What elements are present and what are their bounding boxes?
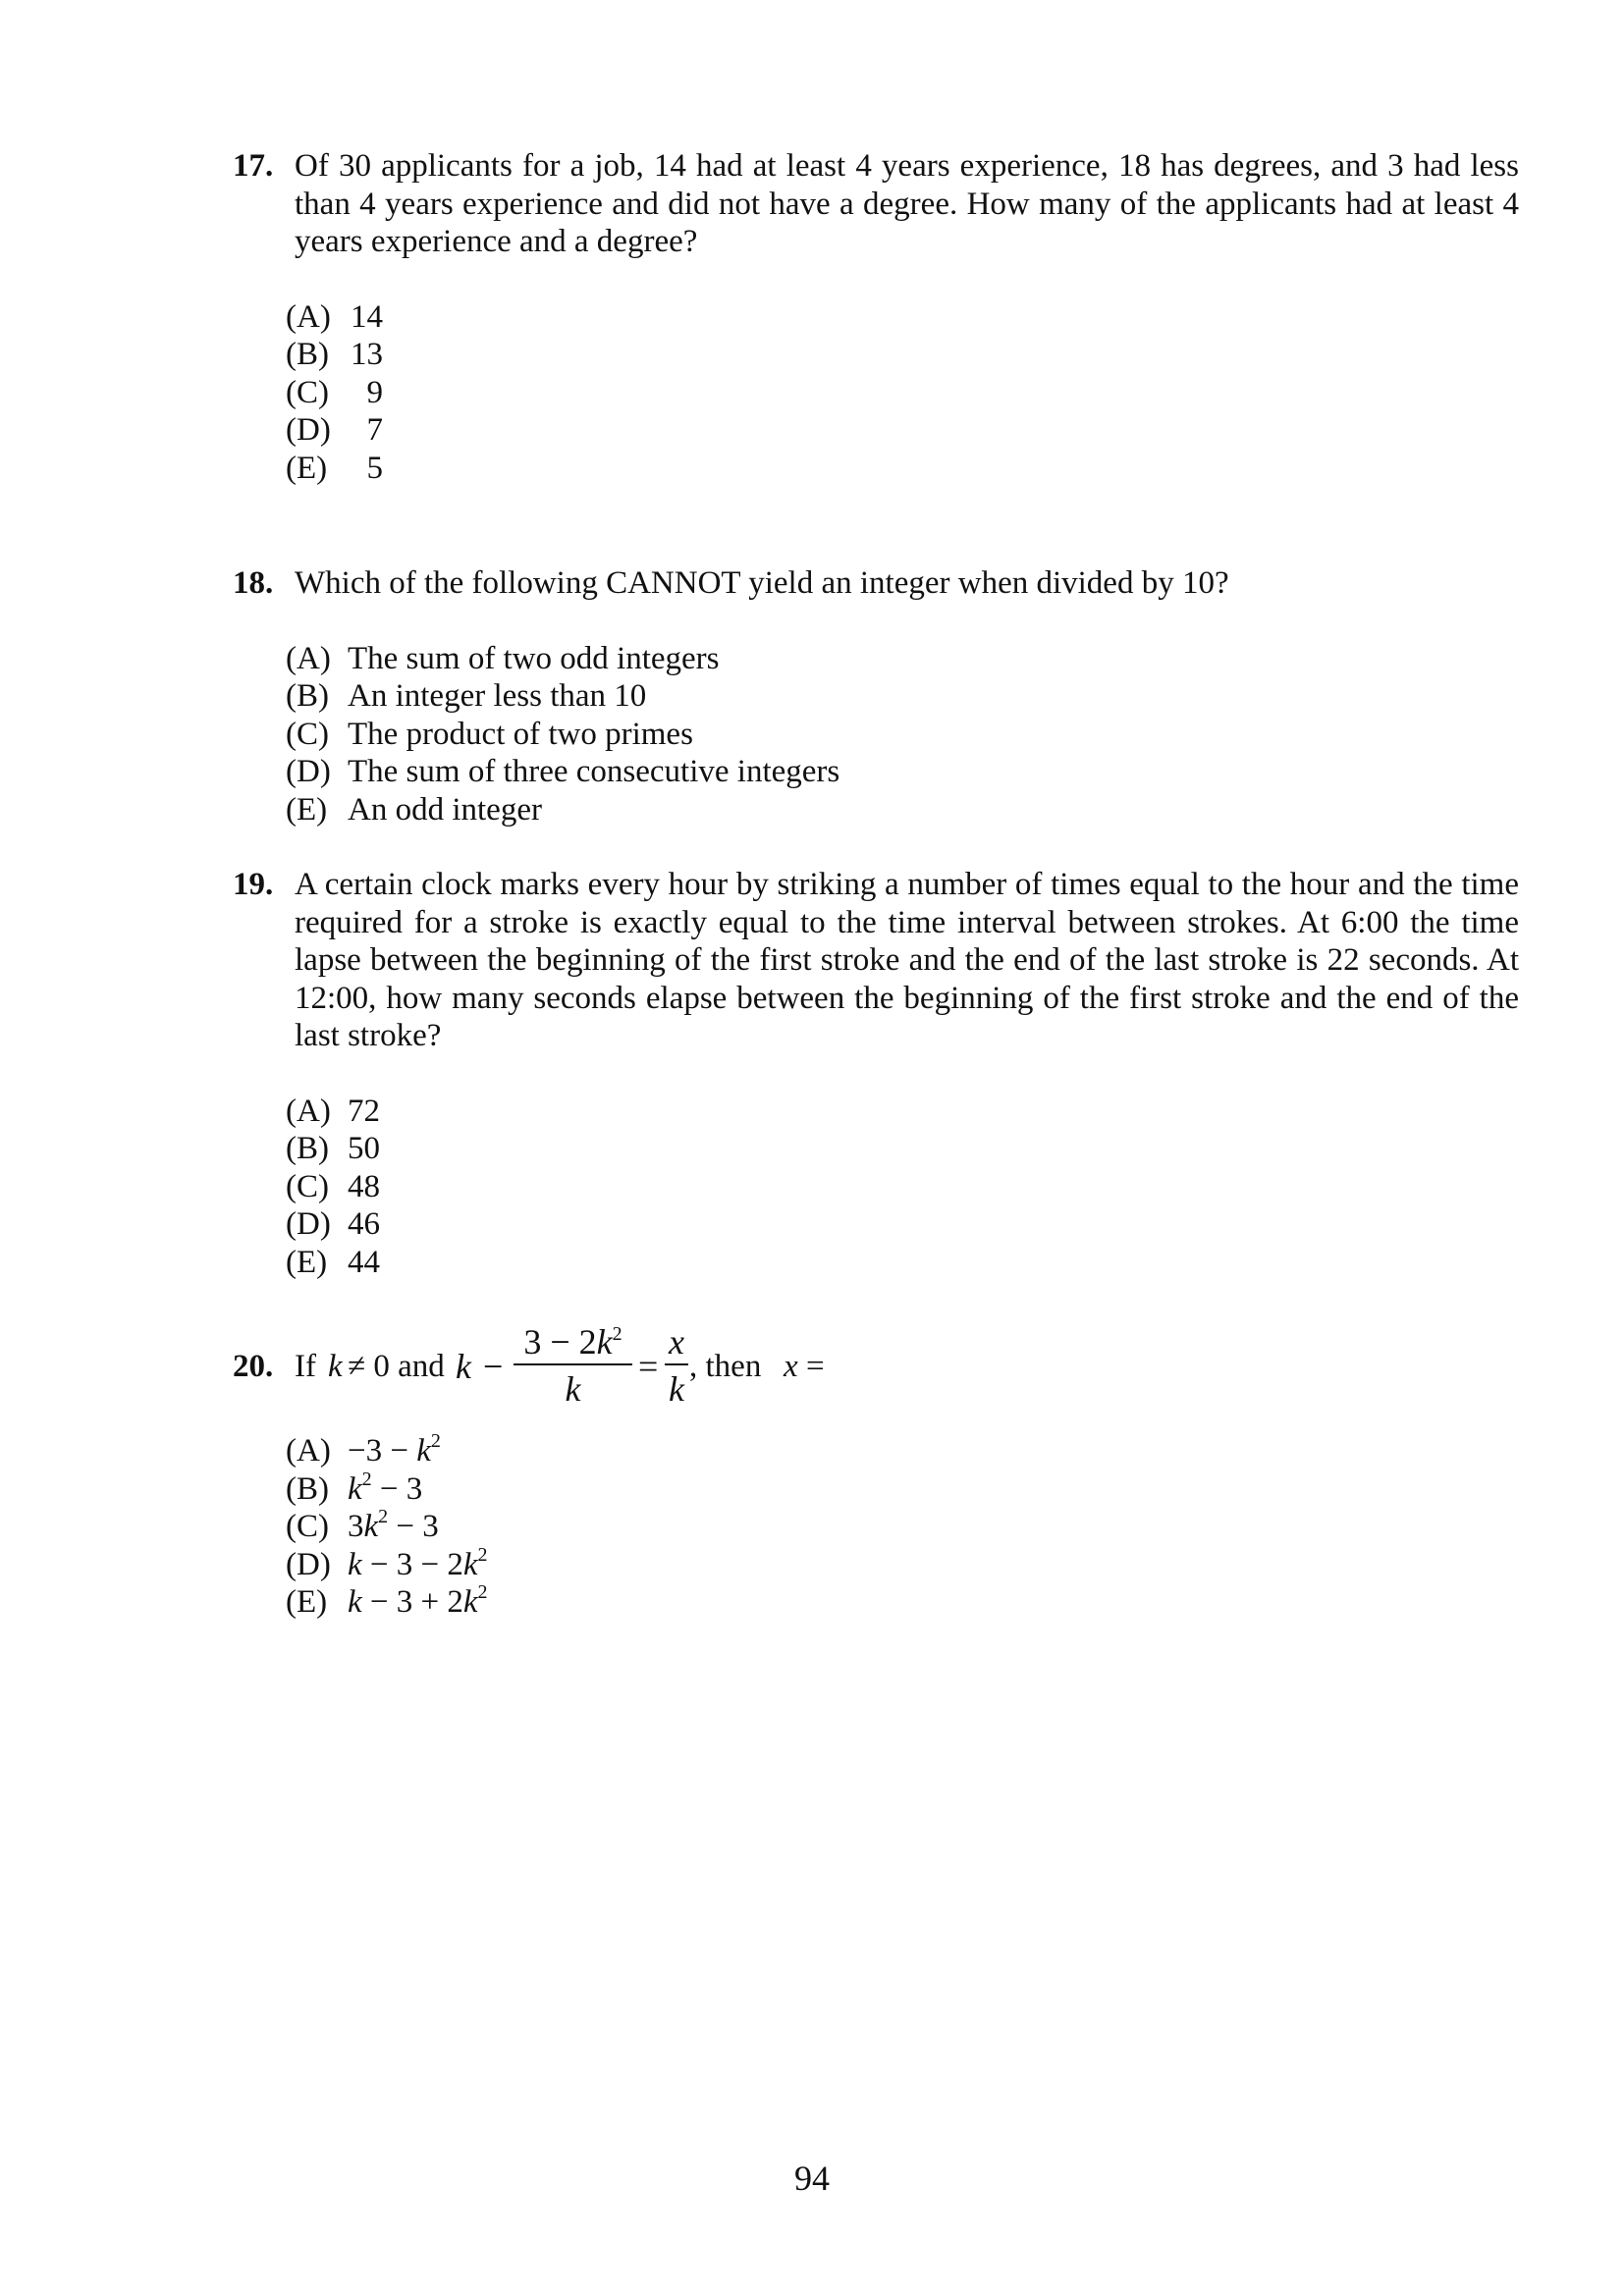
choice-text: 5 bbox=[366, 450, 383, 486]
choice-letter: (C) bbox=[286, 716, 329, 752]
choice-text: 44 bbox=[348, 1244, 380, 1280]
choice-text: The sum of two odd integers bbox=[348, 640, 720, 676]
choice-text: An odd integer bbox=[348, 791, 542, 828]
choice-text: 50 bbox=[348, 1131, 380, 1166]
answer-choices bbox=[286, 1093, 1519, 1282]
choice-expression: $-3 - k^2$ bbox=[348, 1430, 441, 1468]
answer-choice-c bbox=[286, 1168, 1519, 1206]
answer-choice-a bbox=[286, 640, 1519, 678]
answer-choice-b bbox=[286, 1470, 1519, 1509]
question-text: Of 30 applicants for a job, 14 had at least 4 years experience, 18 has degrees, and 3 had less than 4 years experience and did not have a degree. How many of the applicants had at least 4 years experience and a degree? bbox=[295, 148, 1519, 259]
answer-choice-b bbox=[286, 336, 1519, 374]
stem-then: , then bbox=[689, 1349, 762, 1384]
choice-letter: (E) bbox=[286, 450, 328, 486]
choice-text: The product of two primes bbox=[348, 716, 693, 752]
choice-letter: (D) bbox=[286, 412, 331, 448]
page-number: 94 bbox=[794, 2159, 830, 2198]
choice-letter: (E) bbox=[286, 1244, 328, 1280]
choice-letter: (B) bbox=[286, 678, 329, 714]
choice-letter: (B) bbox=[286, 1131, 329, 1166]
choice-letter: (C) bbox=[286, 374, 329, 410]
answer-choice-d bbox=[286, 753, 1519, 791]
stem-variable-k: k bbox=[328, 1349, 343, 1384]
fraction-2-numerator: x bbox=[669, 1322, 684, 1362]
choice-letter: (A) bbox=[286, 298, 331, 335]
equation-minus: − bbox=[483, 1347, 504, 1386]
choice-expression: $k - 3 - 2k^2$ bbox=[348, 1543, 488, 1582]
choice-expression: $k - 3 + 2k^2$ bbox=[348, 1581, 488, 1620]
choice-letter: (D) bbox=[286, 1206, 331, 1242]
choice-text: 46 bbox=[348, 1206, 380, 1242]
answer-choices bbox=[286, 298, 1519, 488]
answer-choice-e bbox=[286, 791, 1519, 829]
choice-expression: $k^2 - 3$ bbox=[348, 1468, 423, 1507]
choice-letter: (B) bbox=[286, 337, 329, 372]
question-18 bbox=[233, 564, 1519, 828]
question-17 bbox=[233, 147, 1519, 487]
question-20 bbox=[233, 1320, 1519, 1622]
fraction-1-numerator: $3 - 2k^2$ bbox=[523, 1322, 623, 1362]
stem-variable-x: x bbox=[784, 1349, 798, 1384]
choice-letter: (A) bbox=[286, 1433, 331, 1468]
answer-choice-d bbox=[286, 1543, 1519, 1584]
fraction-1 bbox=[514, 1320, 632, 1409]
choice-letter: (D) bbox=[286, 1546, 331, 1582]
choice-text: 14 bbox=[351, 298, 383, 335]
stem-if: If bbox=[295, 1349, 316, 1384]
answer-choice-c bbox=[286, 1508, 1519, 1546]
choice-letter: (D) bbox=[286, 754, 331, 789]
question-19 bbox=[233, 866, 1519, 1281]
answer-choice-d bbox=[286, 411, 1519, 450]
answer-choice-e bbox=[286, 1583, 1519, 1622]
equation-k: k bbox=[456, 1347, 471, 1386]
answer-choice-b bbox=[286, 677, 1519, 716]
choice-text: 7 bbox=[366, 412, 383, 448]
question-number: 17. bbox=[233, 148, 274, 184]
question-number: 20. bbox=[233, 1349, 274, 1384]
answer-choice-c bbox=[286, 374, 1519, 412]
choice-letter: (E) bbox=[286, 791, 328, 828]
choice-text: The sum of three consecutive integers bbox=[348, 754, 840, 789]
choice-text: An integer less than 10 bbox=[348, 678, 647, 714]
choice-letter: (C) bbox=[286, 1509, 329, 1544]
stem-equals: = bbox=[806, 1349, 825, 1384]
answer-choice-a bbox=[286, 1093, 1519, 1131]
answer-choice-a bbox=[286, 1432, 1519, 1470]
question-number: 18. bbox=[233, 565, 274, 601]
question-text bbox=[295, 1320, 1519, 1418]
choice-text: 48 bbox=[348, 1168, 380, 1204]
choice-text: 9 bbox=[366, 374, 383, 410]
fraction-2 bbox=[665, 1320, 688, 1409]
choice-letter: (C) bbox=[286, 1168, 329, 1204]
answer-choice-a bbox=[286, 298, 1519, 337]
answer-choice-e bbox=[286, 450, 1519, 488]
choice-letter: (A) bbox=[286, 1093, 331, 1129]
answer-choice-c bbox=[286, 716, 1519, 754]
answer-choices bbox=[286, 1432, 1519, 1622]
stem-condition: ≠ 0 and bbox=[348, 1349, 445, 1384]
equation-equals: = bbox=[638, 1347, 659, 1386]
question-number: 19. bbox=[233, 867, 274, 902]
choice-letter: (A) bbox=[286, 640, 331, 676]
answer-choice-b bbox=[286, 1130, 1519, 1168]
answer-choice-d bbox=[286, 1205, 1519, 1244]
fraction-2-denominator: k bbox=[669, 1369, 684, 1409]
question-text: A certain clock marks every hour by striking a number of times equal to the hour and the time required for a stroke is exactly equal to the time interval between strokes. At 6:00 the time lapse between the beginning of the first stroke and the end of the last stroke is 22 seconds. At 12:00, how many seconds elapse between the beginning of the first stroke and the end of the last stroke? bbox=[295, 867, 1519, 1053]
answer-choices bbox=[286, 640, 1519, 829]
answer-choice-e bbox=[286, 1244, 1519, 1282]
question-text: Which of the following CANNOT yield an integer when divided by 10? bbox=[295, 565, 1229, 601]
fraction-1-denominator: k bbox=[565, 1369, 581, 1409]
choice-letter: (E) bbox=[286, 1584, 328, 1620]
choice-expression: $3k^2 - 3$ bbox=[348, 1506, 439, 1544]
choice-text: 13 bbox=[351, 337, 383, 372]
choice-text: 72 bbox=[348, 1093, 380, 1129]
choice-letter: (B) bbox=[286, 1470, 329, 1507]
